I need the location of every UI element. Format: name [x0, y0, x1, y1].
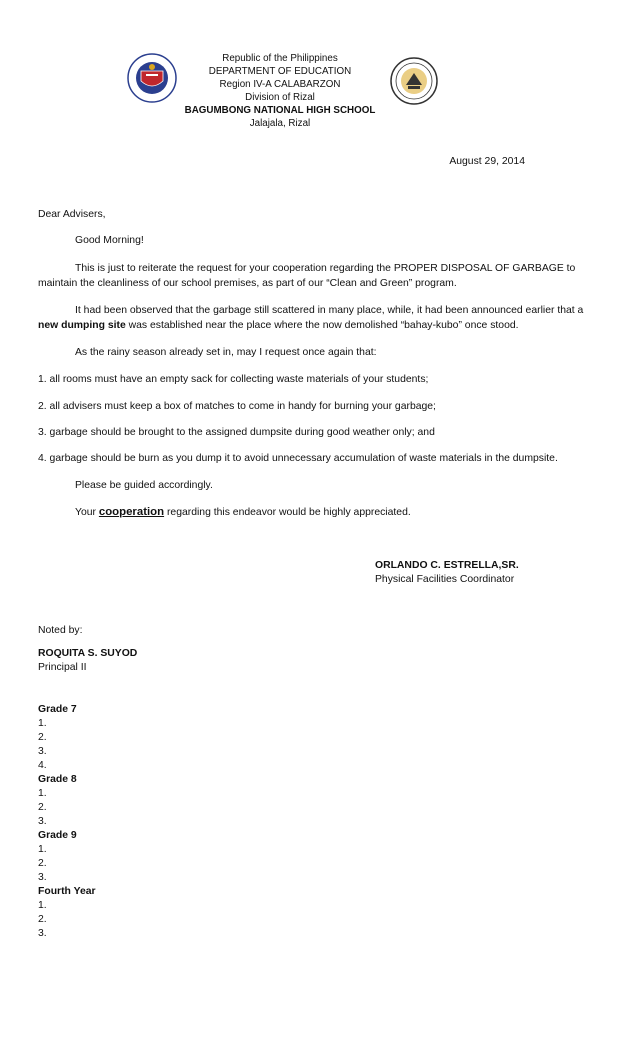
school-town: Jalajala, Rizal [249, 118, 311, 129]
paragraph-2-text: It had been observed that the garbage still scattered in many place, while, it had been announced earlier that a [75, 305, 584, 316]
cooperation-text-end: regarding this endeavor would be highly appreciated. [164, 507, 411, 518]
grade-title: Grade 9 [38, 830, 77, 841]
grade-line-number: 4. [38, 760, 47, 771]
principal-block [38, 647, 137, 675]
paragraph-2-text-end: was established near the place where the now demolished “bahay-kubo” once stood. [125, 320, 519, 331]
grade-line-number: 2. [38, 802, 47, 813]
noted-by-label: Noted by: [38, 625, 83, 636]
grade-line-number: 1. [38, 788, 47, 799]
cooperation-line [38, 506, 598, 519]
guided-line: Please be guided accordingly. [75, 480, 213, 491]
header-line: Division of Rizal [245, 92, 315, 103]
school-seal-graphic [389, 56, 439, 106]
grade-line-number: 3. [38, 816, 47, 827]
deped-seal-icon [127, 53, 177, 103]
paragraph-3: As the rainy season already set in, may I request once again that: [75, 347, 377, 358]
paragraph-2 [38, 303, 598, 333]
header-line: Republic of the Philippines [222, 53, 338, 64]
principal-title: Principal II [38, 662, 87, 673]
letterhead-text [180, 52, 380, 130]
header-line: Region IV-A CALABARZON [219, 79, 341, 90]
deped-seal-graphic [127, 53, 177, 103]
cooperation-text: Your [75, 507, 99, 518]
principal-name: ROQUITA S. SUYOD [38, 648, 138, 659]
signature-block [375, 559, 519, 587]
grade-line-number: 3. [38, 928, 47, 939]
grade-line-number: 2. [38, 732, 47, 743]
grade-line-number: 3. [38, 746, 47, 757]
salutation: Dear Advisers, [38, 209, 106, 220]
cooperation-emphasis: cooperation [98, 506, 165, 518]
grade-line-number: 1. [38, 900, 47, 911]
greeting: Good Morning! [75, 235, 144, 246]
request-item-3: 3. garbage should be brought to the assigned dumpsite during good weather only; and [38, 427, 435, 438]
letter-date: August 29, 2014 [449, 156, 525, 167]
grade-line-number: 2. [38, 914, 47, 925]
header-line: DEPARTMENT OF EDUCATION [208, 66, 352, 77]
letterhead [0, 52, 638, 132]
school-name: BAGUMBONG NATIONAL HIGH SCHOOL [184, 105, 376, 116]
grade-title: Grade 8 [38, 774, 77, 785]
signatory-name: ORLANDO C. ESTRELLA,SR. [375, 560, 519, 571]
grade-signature-list [38, 703, 96, 941]
paragraph-1: This is just to reiterate the request for your cooperation regarding the PROPER DISPOSAL OF GARBAGE to maintain the cleanliness of our school premises, as part of our “Clean and Green” program. [38, 263, 576, 289]
grade-title: Grade 7 [38, 704, 77, 715]
new-dumping-site-emphasis: new dumping site [38, 320, 126, 331]
grade-line-number: 2. [38, 858, 47, 869]
grade-line-number: 1. [38, 718, 47, 729]
grade-title: Fourth Year [38, 886, 96, 897]
school-seal-icon [389, 56, 439, 106]
request-item-1: 1. all rooms must have an empty sack for collecting waste materials of your students; [38, 374, 429, 385]
request-item-4: 4. garbage should be burn as you dump it to avoid unnecessary accumulation of waste materials in the dumpsite. [38, 453, 558, 464]
signatory-title: Physical Facilities Coordinator [375, 574, 515, 585]
request-item-2: 2. all advisers must keep a box of matches to come in handy for burning your garbage; [38, 401, 436, 412]
grade-line-number: 1. [38, 844, 47, 855]
grade-line-number: 3. [38, 872, 47, 883]
